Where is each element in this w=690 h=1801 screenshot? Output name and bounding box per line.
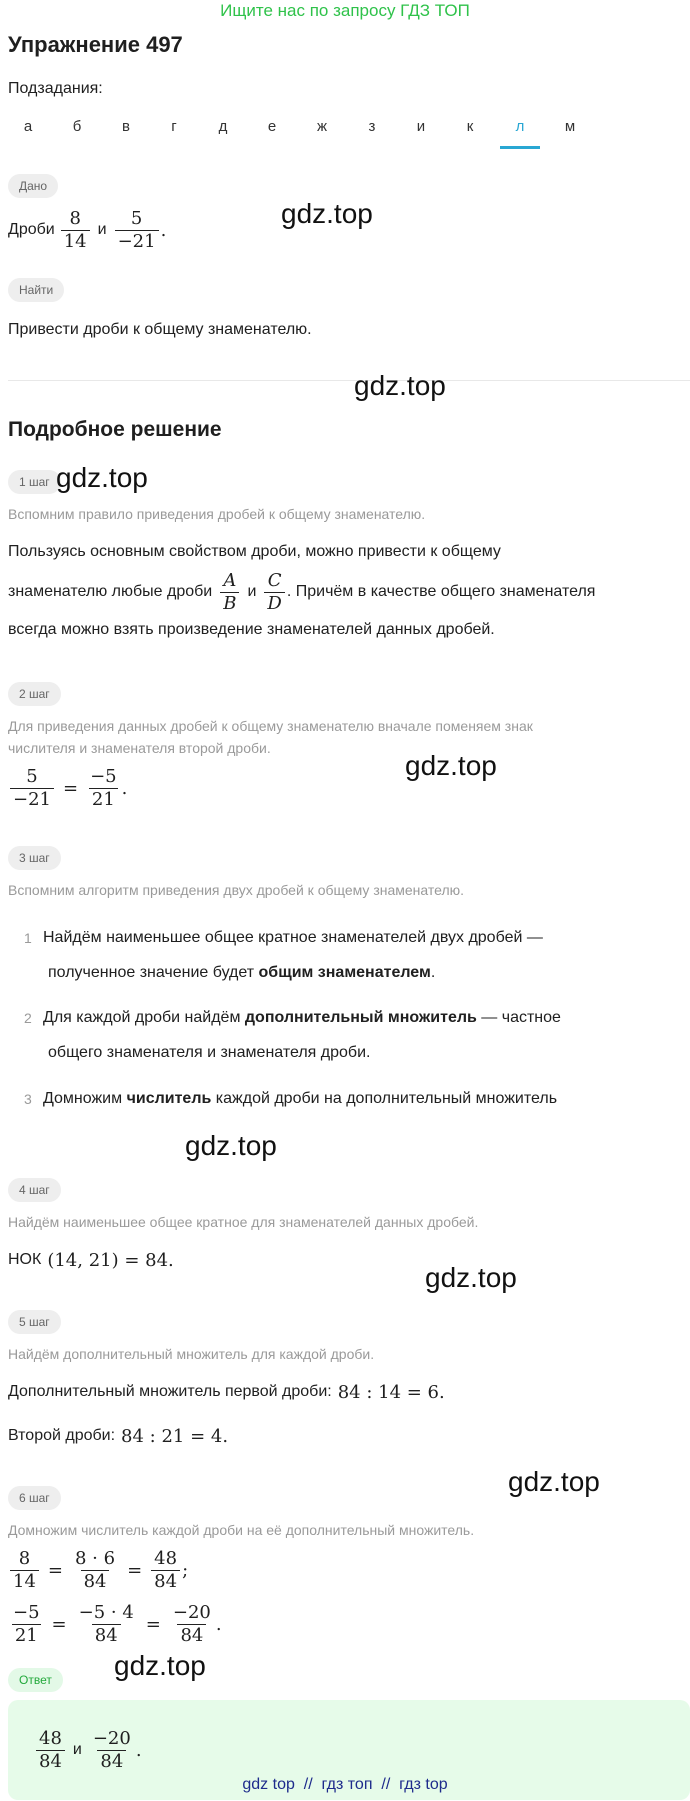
step-6-hint: Домножим числитель каждой дроби на её дополнительный множитель. [8, 1522, 475, 1538]
given-fraction-2 [115, 209, 159, 252]
letter-d: D [264, 592, 284, 614]
tab-a[interactable]: а [23, 118, 33, 135]
given-conj: и [97, 221, 107, 238]
list-item-number: 3 [24, 1091, 32, 1107]
equals-sign: = [51, 1613, 67, 1635]
tab-v[interactable]: в [122, 118, 130, 135]
watermark: gdz.top [425, 1262, 517, 1293]
step-5-line-1 [8, 1374, 445, 1410]
answer-end: . [135, 1739, 142, 1761]
step-4-hint: Найдём наименьшее общее кратное для знаменателей данных дробей. [8, 1214, 479, 1230]
list-item-1-line-2 [48, 955, 435, 991]
watermark: gdz.top [185, 1130, 277, 1161]
step-2-r-den: 21 [89, 788, 118, 810]
r1-fraction-a [10, 1549, 39, 1592]
step-1-line-1: Пользуясь основным свойством дроби, можно привести к общему [8, 543, 501, 560]
equals-sign: = [145, 1613, 161, 1635]
step-1-badge: 1 шаг [8, 470, 61, 494]
r2-c-den: 84 [177, 1624, 206, 1646]
step-4-badge: 4 шаг [8, 1178, 61, 1202]
r2-a-den: 21 [12, 1624, 41, 1646]
letter-b: B [220, 592, 239, 614]
r1-end: ; [182, 1559, 189, 1581]
step-1-line-3: всегда можно взять произведение знаменателей данных дробей. [8, 621, 495, 638]
watermark: gdz.top [114, 1650, 206, 1681]
r1-a-den: 14 [10, 1570, 39, 1592]
given-f1-num: 8 [69, 207, 81, 229]
equals-sign: = [127, 1559, 143, 1581]
r2-a-num: −5 [13, 1601, 40, 1623]
r1-c-den: 84 [151, 1570, 180, 1592]
given-prefix: Дроби [8, 221, 55, 238]
step-5-line-1-text: Дополнительный множитель первой дроби: [8, 1383, 332, 1400]
r1-b-num: 8 · 6 [75, 1547, 116, 1569]
tab-l[interactable]: л [515, 118, 525, 135]
tab-m[interactable]: м [564, 118, 576, 135]
r2-b-num: −5 · 4 [78, 1601, 134, 1623]
step-2-end: . [121, 777, 128, 799]
find-text: Привести дроби к общему знаменателю. [8, 321, 312, 338]
list-item-number: 2 [24, 1010, 32, 1026]
tab-z[interactable]: з [368, 118, 376, 135]
list-item-2-line-1 [43, 1000, 561, 1036]
answer-f1-den: 84 [36, 1750, 65, 1772]
step-1-line-2-post: . Причём в качестве общего знаменателя [286, 583, 596, 600]
list-item-3-pre: Домножим [43, 1090, 127, 1107]
r1-b-den: 84 [81, 1570, 110, 1592]
given-end: . [160, 219, 167, 241]
answer-badge: Ответ [8, 1668, 63, 1692]
step-6-row-2 [8, 1598, 222, 1650]
watermark: gdz.top [508, 1466, 600, 1497]
fraction-c-d [264, 571, 284, 614]
given-badge: Дано [8, 174, 58, 198]
given-fractions [8, 204, 166, 256]
r2-c-num: −20 [172, 1601, 211, 1623]
active-tab-indicator [500, 146, 540, 149]
step-1-hint: Вспомним правило приведения дробей к общему знаменателю. [8, 506, 426, 522]
step-5-hint: Найдём дополнительный множитель для каждой дроби. [8, 1346, 375, 1362]
equals-sign: = [47, 1559, 63, 1581]
nok-expression: (14, 21) = 84. [47, 1249, 174, 1271]
subtask-tabs [0, 112, 690, 152]
letter-a: A [223, 569, 237, 591]
r1-c-num: 48 [154, 1547, 178, 1569]
r1-fraction-b [72, 1549, 118, 1592]
page-title: Упражнение 497 [8, 32, 183, 57]
list-item-2-bold: дополнительный множитель [244, 1009, 477, 1026]
answer-fraction-2 [90, 1729, 134, 1772]
step-2-r-num: −5 [90, 765, 117, 787]
r2-end: . [215, 1613, 222, 1635]
solution-title: Подробное решение [8, 418, 222, 441]
step-1-conj: и [247, 583, 257, 600]
step-5-line-2-math: 84 : 21 = 4. [121, 1425, 229, 1447]
r2-fraction-a [10, 1603, 43, 1646]
step-2-hint-1: Для приведения данных дробей к общему знаменателю вначале поменяем знак [8, 718, 533, 734]
tab-d[interactable]: д [218, 118, 228, 135]
r2-fraction-c [170, 1603, 214, 1646]
step-4-equation [8, 1242, 174, 1278]
divider [8, 380, 690, 381]
step-2-equation [8, 762, 127, 814]
step-5-line-2-text: Второй дроби: [8, 1427, 116, 1444]
step-6-row-1 [8, 1544, 188, 1596]
step-2-l-num: 5 [26, 765, 38, 787]
watermark: gdz.top [354, 370, 446, 401]
answer-fraction-1 [36, 1729, 65, 1772]
list-item-2-line-2: общего знаменателя и знаменателя дроби. [48, 1044, 371, 1061]
promo-banner[interactable]: Ищите нас по запросу ГДЗ ТОП [220, 1, 470, 20]
step-5-badge: 5 шаг [8, 1310, 61, 1334]
step-5-line-1-math: 84 : 14 = 6. [337, 1381, 445, 1403]
step-3-hint: Вспомним алгоритм приведения двух дробей к общему знаменателю. [8, 882, 465, 898]
step-2-left-fraction [10, 767, 54, 810]
given-f2-den: −21 [115, 230, 159, 252]
list-item-number: 1 [24, 930, 32, 946]
tab-e[interactable]: е [267, 118, 277, 135]
subtasks-label: Подзадания: [8, 80, 103, 97]
letter-c: C [267, 569, 282, 591]
r1-fraction-c [151, 1549, 180, 1592]
list-item-3-bold: числитель [126, 1090, 212, 1107]
list-item-1-line-1: Найдём наименьшее общее кратное знаменателей двух дробей — [43, 929, 543, 946]
r1-a-num: 8 [18, 1547, 31, 1569]
equals-sign: = [63, 777, 79, 799]
tab-zh[interactable]: ж [316, 118, 328, 135]
list-item-2-post: — частное [476, 1009, 561, 1026]
answer-f1-num: 48 [39, 1727, 62, 1749]
tab-b[interactable]: б [72, 118, 82, 135]
given-fraction-1 [61, 209, 90, 252]
step-1-line-2 [8, 566, 595, 618]
answer-conj: и [72, 1741, 82, 1758]
tab-k[interactable]: к [466, 118, 474, 135]
list-item-2-pre: Для каждой дроби найдём [43, 1009, 245, 1026]
r2-b-den: 84 [92, 1624, 121, 1646]
list-item-3-post: каждой дроби на дополнительный множитель [211, 1090, 558, 1107]
step-6-badge: 6 шаг [8, 1486, 61, 1510]
watermark: gdz.top [56, 462, 148, 493]
list-item-3 [43, 1081, 557, 1117]
given-f2-num: 5 [130, 207, 143, 229]
step-1-line-2-pre: знаменателю любые дроби [8, 583, 213, 600]
footer-links[interactable]: gdz top // гдз топ // гдз top [242, 1776, 448, 1793]
step-5-line-2 [8, 1418, 228, 1454]
find-badge: Найти [8, 278, 64, 302]
tab-i[interactable]: и [416, 118, 426, 135]
answer-fractions [34, 1724, 142, 1776]
list-item-1-pre: полученное значение будет [48, 964, 259, 981]
list-item-1-post: . [430, 964, 436, 981]
watermark: gdz.top [405, 750, 497, 781]
step-2-right-fraction [87, 767, 120, 810]
tab-g[interactable]: г [171, 118, 177, 135]
step-2-badge: 2 шаг [8, 682, 61, 706]
answer-f2-den: 84 [97, 1750, 126, 1772]
step-2-hint-2: числителя и знаменателя второй дроби. [8, 740, 271, 756]
r2-fraction-b [76, 1603, 137, 1646]
given-f1-den: 14 [61, 230, 90, 252]
fraction-a-b [220, 571, 239, 614]
step-2-l-den: −21 [10, 788, 54, 810]
nok-label: НОК [8, 1251, 42, 1268]
list-item-1-bold: общим знаменателем [258, 964, 431, 981]
answer-f2-num: −20 [92, 1727, 131, 1749]
watermark: gdz.top [281, 198, 373, 229]
step-3-badge: 3 шаг [8, 846, 61, 870]
